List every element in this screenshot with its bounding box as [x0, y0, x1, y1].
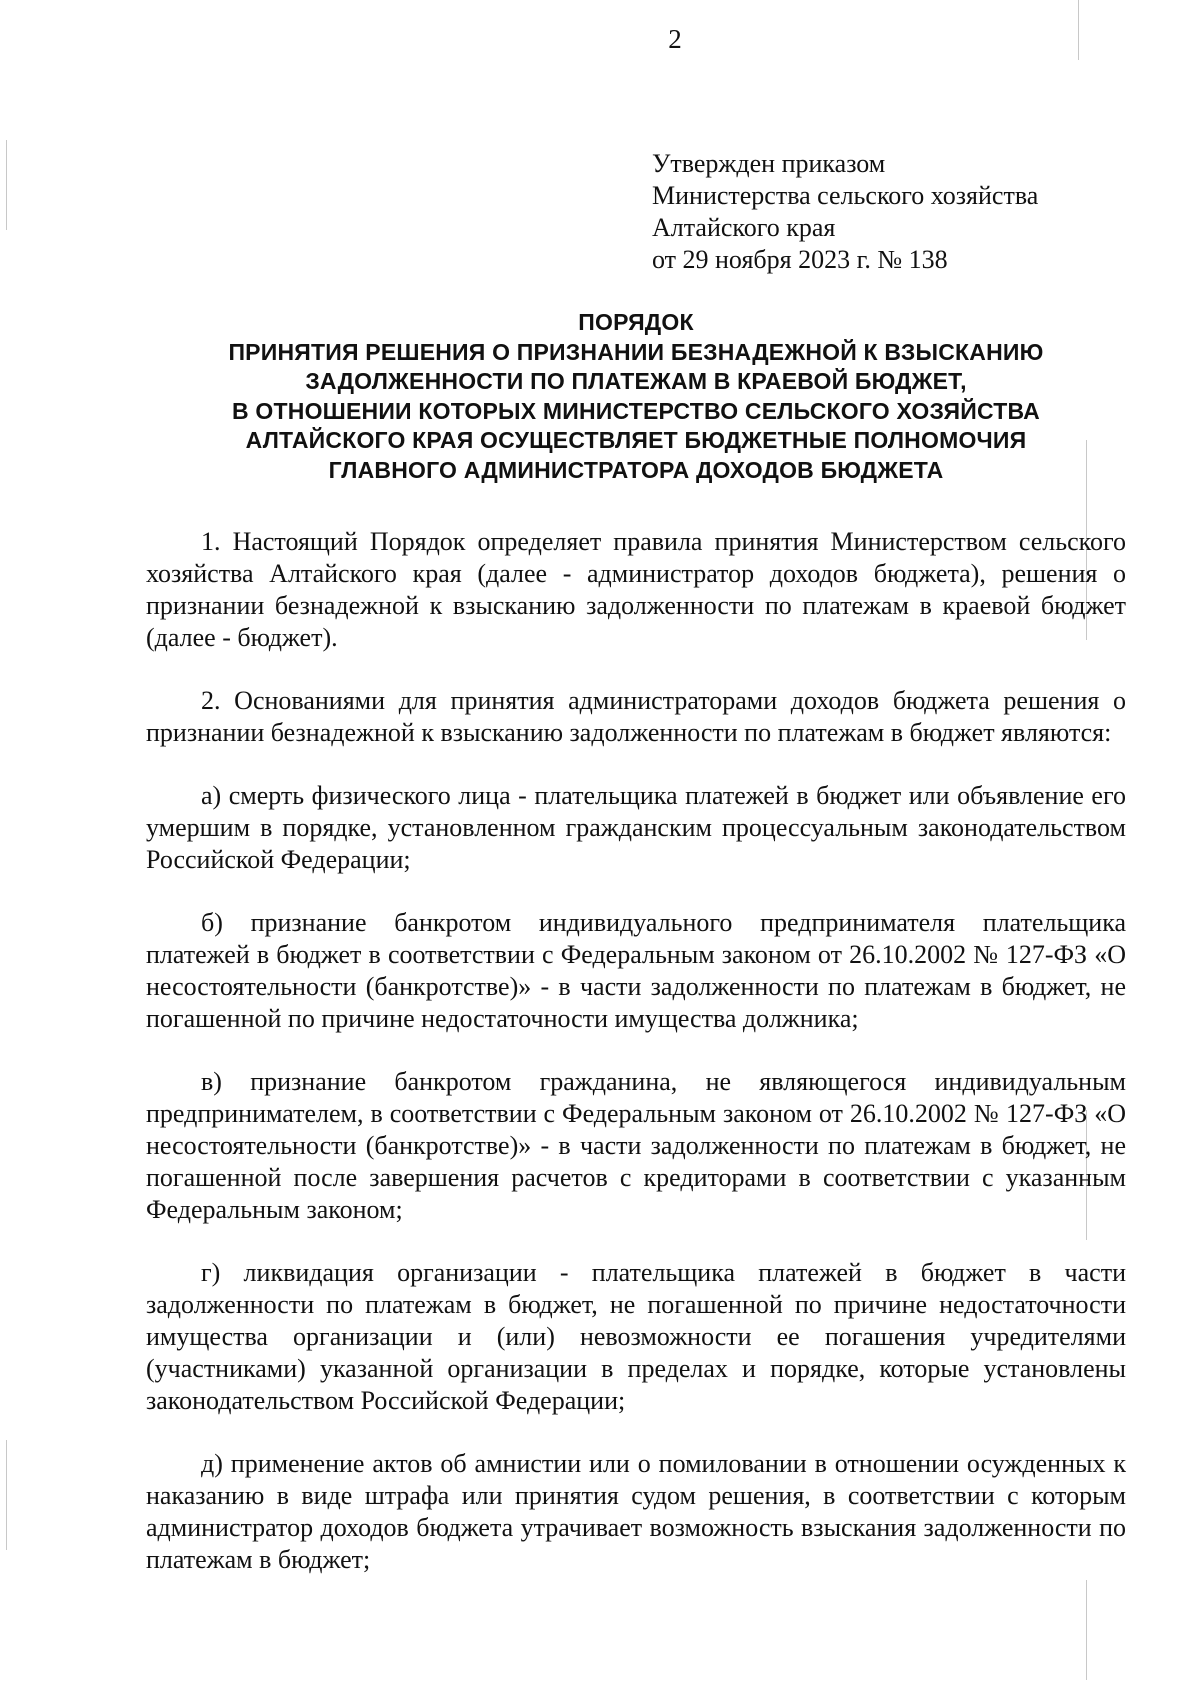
approval-line: Утвержден приказом [652, 149, 886, 178]
approval-line: Алтайского края [652, 213, 836, 242]
approval-line: Министерства сельского хозяйства [652, 181, 1039, 210]
document-body [146, 526, 1126, 1607]
document-title [146, 308, 1126, 485]
approval-line: от 29 ноября 2023 г. № 138 [652, 245, 948, 274]
approval-block [652, 148, 1038, 276]
title-line: ПРИНЯТИЯ РЕШЕНИЯ О ПРИЗНАНИИ БЕЗНАДЕЖНОЙ К ВЗЫСКАНИЮ [228, 338, 1044, 365]
paragraph-d: д) применение актов об амнистии или о помиловании в отношении осужденных к наказанию в виде штрафа или принятия судом решения, в соответствии с которым администратор доходов бюджета утрачивает возможность взыскания задолженности по платежам в бюджет; [146, 1449, 1126, 1574]
title-line: ГЛАВНОГО АДМИНИСТРАТОРА ДОХОДОВ БЮДЖЕТА [328, 456, 944, 483]
title-line: АЛТАЙСКОГО КРАЯ ОСУЩЕСТВЛЯЕТ БЮДЖЕТНЫЕ ПОЛНОМОЧИЯ [245, 427, 1027, 453]
title-line: ЗАДОЛЖЕННОСТИ ПО ПЛАТЕЖАМ В КРАЕВОЙ БЮДЖЕТ, [305, 368, 967, 394]
scan-edge-line-left [6, 1440, 7, 1550]
paragraph-b: б) признание банкротом индивидуального предпринимателя плательщика платежей в бюджет в соответствии с Федеральным законом от 26.10.2002 № 127-ФЗ «О несостоятельности (банкротстве)» - в части задолженности по платежам в бюджет, не погашенной по причине недостаточности имущества должника; [146, 908, 1126, 1033]
title-line: В ОТНОШЕНИИ КОТОРЫХ МИНИСТЕРСТВО СЕЛЬСКОГО ХОЗЯЙСТВА [232, 397, 1040, 424]
paragraph-1: 1. Настоящий Порядок определяет правила принятия Министерством сельского хозяйства Алтайского края (далее - администратор доходов бюджета), решения о признании безнадежной к взысканию задолженности по платежам в краевой бюджет (далее - бюджет). [146, 527, 1126, 652]
paragraph-2: 2. Основаниями для принятия администраторами доходов бюджета решения о признании безнадежной к взысканию задолженности по платежам в бюджет являются: [146, 686, 1126, 747]
paragraph-g: г) ликвидация организации - плательщика платежей в бюджет в части задолженности по платежам в бюджет, не погашенной по причине недостаточности имущества организации и (или) невозможности ее погашения учредителями (участниками) указанной организации в пределах и порядке, которые установлены законодательством Российской Федерации; [146, 1258, 1126, 1415]
paragraph-a: а) смерть физического лица - плательщика платежей в бюджет или объявление его умершим в порядке, установленном гражданским процессуальным законодательством Российской Федерации; [146, 781, 1126, 874]
scan-edge-line-left [6, 140, 7, 230]
title-line: ПОРЯДОК [578, 309, 694, 335]
paragraph-v: в) признание банкротом гражданина, не являющегося индивидуальным предпринимателем, в соответствии с Федеральным законом от 26.10.2002 № 127-ФЗ «О несостоятельности (банкротстве)» - в части задолженности по платежам в бюджет, не погашенной после завершения расчетов с кредиторами в соответствии с указанным Федеральным законом; [146, 1067, 1126, 1224]
page-number: 2 [668, 24, 682, 54]
